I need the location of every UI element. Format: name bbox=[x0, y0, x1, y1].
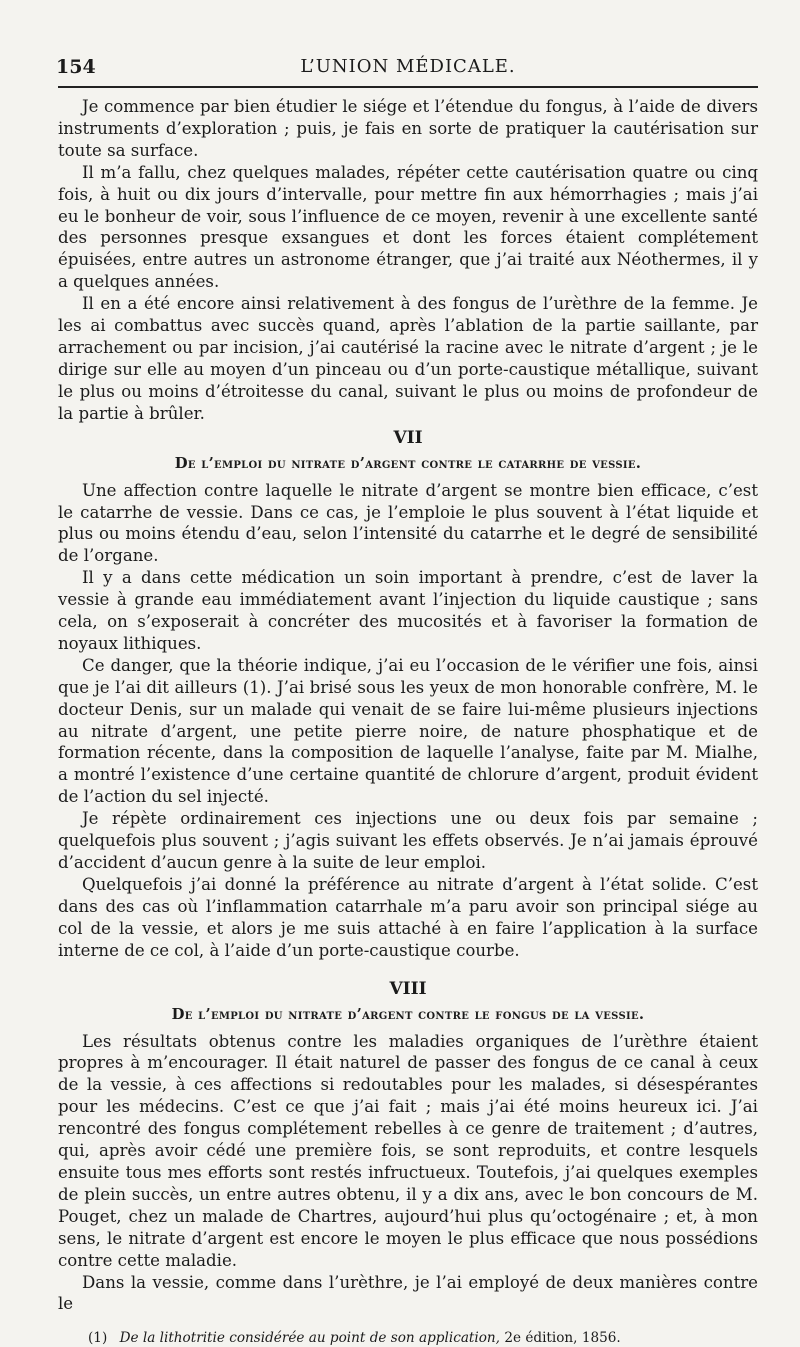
section-number: VII bbox=[393, 427, 423, 448]
paragraph: Je commence par bien étudier le siége et l’étendue du fongus, à l’aide de divers instruments d’exploration ; puis, je fais en sorte de pratiquer la cautérisation sur toute sa surface. bbox=[58, 97, 758, 160]
footnote bbox=[58, 1329, 758, 1347]
paragraph: Les résultats obtenus contre les maladies organiques de l’urèthre étaient propres à m’encourager. Il était naturel de passer des fongus de ce canal à ceux de la vessie, à ces affections si redoutables pour les malades, si désespérantes pour les médecins. C’est ce que j’ai fait ; mais j’ai été moins heureux ici. J’ai rencontré des fongus complétement rebelles à ce genre de traitement ; d’autres, qui, après avoir cédé une première fois, se sont reproduits, et contre lesquels ensuite tous mes efforts sont restés infructueux. Toutefois, j’ai quelques exemples de plein succès, un entre autres obtenu, il y a dix ans, avec le bon concours de M. Pouget, chez un malade de Chartres, aujourd’hui plus qu’octogénaire ; et, à mon sens, le nitrate d’argent est encore le moyen le plus efficace que nous possédions contre cette maladie. bbox=[58, 1031, 758, 1270]
paragraph: Il y a dans cette médication un soin important à prendre, c’est de laver la vessie à grande eau immédiatement avant l’injection du liquide caustique ; sans cela, on s’exposerait à concréter des mucosités et à favoriser la formation de noyaux lithiques. bbox=[58, 568, 758, 653]
paragraph: Il en a été encore ainsi relativement à des fongus de l’urèthre de la femme. Je les ai combattus avec succès quand, après l’ablation de la partie saillante, par arrachement ou par incision, j’ai cautérisé la racine avec le nitrate d’argent ; je le dirige sur elle au moyen d’un pinceau ou d’un porte-caustique métallique, suivant le plus ou moins d’étroitesse du canal, suivant le plus ou moins de profondeur de la partie à brûler. bbox=[58, 294, 758, 423]
paragraph: Une affection contre laquelle le nitrate d’argent se montre bien efficace, c’est le catarrhe de vessie. Dans ce cas, je l’emploie le plus souvent à l’état liquide et plus ou moins étendu d’eau, selon l’intensité du catarrhe et le degré de sensibilité de l’organe. bbox=[58, 480, 758, 566]
paragraph: Il m’a fallu, chez quelques malades, répéter cette cautérisation quatre ou cinq fois, à huit ou dix jours d’intervalle, pour mettre fin aux hémorrhagies ; mais j’ai eu le bonheur de voir, sous l’influence de ce moyen, revenir à une excellente santé des personnes presque exsangues et dont les forces étaient complétement épuisées, entre autres un astronome étranger, que j’ai traité aux Néothermes, il y a quelques années. bbox=[58, 162, 758, 292]
footnote-edition: 2e édition, 1856. bbox=[504, 1330, 621, 1347]
paragraph: Ce danger, que la théorie indique, j’ai eu l’occasion de le vérifier une fois, ainsi que je l’ai dit ailleurs (1). J’ai brisé sous les yeux de mon honorable confrère, M. le docteur Denis, sur un malade qui venait de se faire lui-même plusieurs injections au nitrate d’argent, une petite pierre noire, de nature phosphatique et de formation récente, dans la composition de laquelle l’analyse, faite par M. Mialhe, a montré l’existence d’une certaine quantité de chlorure d’argent, produit évident de l’action du sel injecté. bbox=[58, 655, 758, 807]
page-number: 154 bbox=[56, 56, 96, 78]
paragraph: Je répète ordinairement ces injections une ou deux fois par semaine ; quelquefois plus souvent ; j’agis suivant les effets observés. Je n’ai jamais éprouvé d’accident d’aucun genre à la suite de leur emploi. bbox=[58, 809, 758, 872]
section-title: De l’emploi du nitrate d’argent contre le fongus de la vessie. bbox=[171, 1005, 645, 1023]
footnote-mark: (1) bbox=[88, 1330, 108, 1347]
section-number: VIII bbox=[389, 978, 427, 999]
paragraph: Quelquefois j’ai donné la préférence au nitrate d’argent à l’état solide. C’est dans des cas où l’inflammation catarrhale m’a paru avoir son principal siége au col de la vessie, et alors je me suis attaché à en faire l’application à la surface interne de ce col, à l’aide d’un porte-caustique courbe. bbox=[58, 874, 758, 960]
section-title: De l’emploi du nitrate d’argent contre le catarrhe de vessie. bbox=[174, 454, 642, 472]
journal-title: L’UNION MÉDICALE. bbox=[300, 56, 516, 77]
footnote-title: De la lithotritie considérée au point de son application, bbox=[119, 1330, 500, 1347]
running-head bbox=[58, 52, 758, 88]
section-spacer bbox=[58, 962, 758, 976]
page bbox=[58, 52, 758, 1347]
paragraph: Dans la vessie, comme dans l’urèthre, je l’ai employé de deux manières contre le bbox=[58, 1272, 758, 1314]
article-body bbox=[58, 96, 758, 1315]
